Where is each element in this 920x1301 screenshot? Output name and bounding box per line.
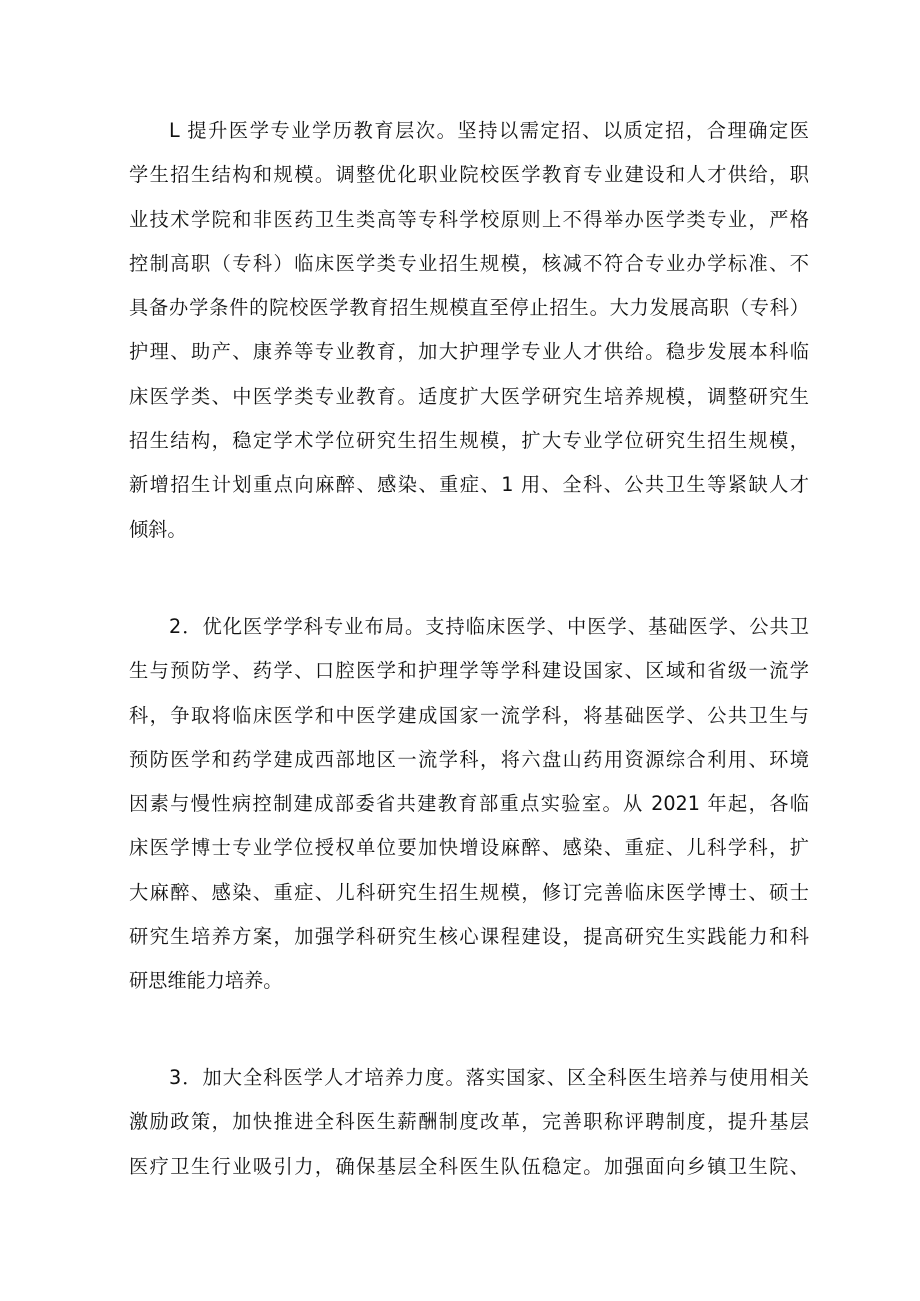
paragraph-line: 招生结构，稳定学术学位研究生招生规模，扩大专业学位研究生招生规模， — [129, 429, 809, 453]
paragraph-line: 预防医学和药学建成西部地区一流学科，将六盘山药用资源综合利用、环境 — [129, 747, 809, 771]
paragraph-line: 护理、助产、康养等专业教育，加大护理学专业人才供给。稳步发展本科临 — [129, 340, 809, 364]
paragraph-line: 研究生培养方案，加强学科研究生核心课程建设，提高研究生实践能力和科 — [129, 925, 809, 949]
paragraph-line: 床医学博士专业学位授权单位要加快增设麻醉、感染、重症、儿科学科，扩 — [129, 836, 809, 860]
paragraph-line: 研思维能力培养。 — [129, 969, 283, 993]
paragraph-1 — [129, 109, 809, 552]
paragraph-line: 3．加大全科医学人才培养力度。落实国家、区全科医生培养与使用相关 — [169, 1066, 809, 1089]
paragraph-line: 大麻醉、感染、重症、儿科研究生招生规模，修订完善临床医学博士、硕士 — [129, 880, 809, 904]
paragraph-line: 因素与慢性病控制建成部委省共建教育部重点实验室。从 2021 年起，各临 — [129, 792, 809, 816]
paragraph-line: L 提升医学专业学历教育层次。坚持以需定招、以质定招，合理确定医 — [169, 119, 809, 142]
paragraph-line: 科，争取将临床医学和中医学建成国家一流学科，将基础医学、公共卫生与 — [129, 703, 809, 727]
paragraph-line: 激励政策，加快推进全科医生薪酬制度改革，完善职称评聘制度，提升基层 — [129, 1110, 809, 1134]
paragraph-line: 控制高职（专科）临床医学类专业招生规模，核减不符合专业办学标准、不 — [129, 251, 809, 275]
paragraph-3 — [129, 1056, 809, 1189]
paragraph-2 — [129, 605, 809, 1004]
paragraph-line: 倾斜。 — [129, 517, 187, 541]
paragraph-line: 医疗卫生行业吸引力，确保基层全科医生队伍稳定。加强面向乡镇卫生院、 — [129, 1154, 809, 1178]
paragraph-line: 具备办学条件的院校医学教育招生规模直至停止招生。大力发展高职（专科） — [129, 296, 809, 320]
paragraph-line: 业技术学院和非医药卫生类高等专科学校原则上不得举办医学类专业，严格 — [129, 207, 809, 231]
paragraph-line: 2．优化医学学科专业布局。支持临床医学、中医学、基础医学、公共卫 — [169, 615, 809, 638]
paragraph-line: 床医学类、中医学类专业教育。适度扩大医学研究生培养规模，调整研究生 — [129, 384, 809, 408]
paragraph-line: 新增招生计划重点向麻醉、感染、重症、1 用、全科、公共卫生等紧缺人才 — [129, 473, 809, 497]
paragraph-line: 学生招生结构和规模。调整优化职业院校医学教育专业建设和人才供给，职 — [129, 163, 809, 187]
paragraph-line: 生与预防学、药学、口腔医学和护理学等学科建设国家、区域和省级一流学 — [129, 659, 809, 683]
